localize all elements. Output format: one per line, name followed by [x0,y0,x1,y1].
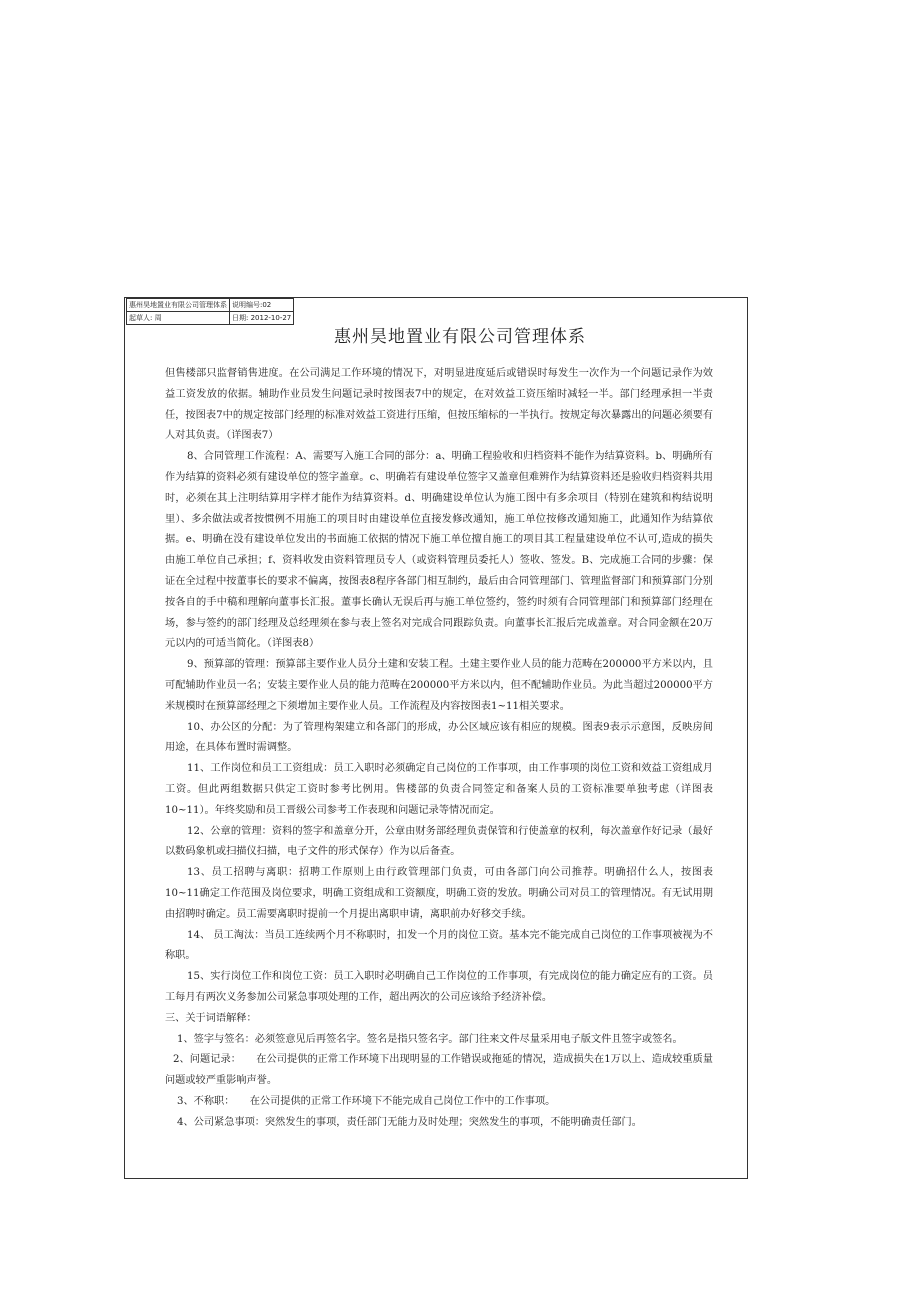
paragraph-job-positions: 11、工作岗位和员工工资组成：员工入职时必须确定自己岗位的工作事项，由工作事项的岗位工资和效益工资组成月工资。但此两组数据只供定工资时参考比例用。售楼部的负责合同签定和备案人员的工资标准要单独考虑（详图表10~11）。年终奖励和员工晋级公司参考工作表现和问题记录等情况而定。 [165,763,713,816]
header-company-system: 惠州昊地置业有限公司管理体系 [127,299,230,312]
document-header-table [126,298,294,325]
definition-emergency: 4、公司紧急事项：突然发生的事项，责任部门无能力及时处理；突然发生的事项，不能明确责任部门。 [177,1116,642,1128]
document-title: 惠州昊地置业有限公司管理体系 [334,327,586,347]
definition-incompetent: 3、不称职： 在公司提供的正常工作环境下不能完成自己岗位工作中的工作事项。 [177,1095,556,1107]
section-heading-definitions: 三、关于词语解释： [165,1012,257,1024]
paragraph-contract-management: 8、合同管理工作流程：A、需要写入施工合同的部分：a、明确工程验收和归档资料不能作为结算资料。b、明确所有作为结算的资料必须有建设单位的签字盖章。c、明确若有建设单位签字又盖章但难辨作为结算资料还是验收归档资料共用时，必须在其上注明结算用字样才能作为结算资料。d、明确建设单位认为施工图中有多余项目（特别在建筑和构结说明里）、多余做法或者按惯例不用施工的项目时由建设单位直接发修改通知，施工单位按修改通知施工，此通知作为结算依据。e、明确在没有建设单位发出的书面施工依据的情况下施工单位擅自施工的项目其工程量建设单位不认可,造成的损失由施工单位自己承担；f、资料收发由资料管理员专人（或资料管理员委托人）签收、签发。B、完成施工合同的步骤：保证在全过程中按董事长的要求不偏离，按图表8程序各部门相互制约，最后由合同管理部门、管理监督部门和预算部门分别按各自的手中稿和理解向董事长汇报。董事长确认无误后再与施工单位签约，签约时须有合同管理部门和预算部门经理在场，参与签约的部门经理及总经理须在参与表上签名对完成合同跟踪负责。向董事长汇报后完成盖章。对合同金额在20万元以内的可适当简化。（详图表8） [165,451,713,650]
definition-signature: 1、签字与签名：必须签意见后再签名字。签名是指只签名字。部门往来文件尽量采用电子版文件且签字或签名。 [177,1033,683,1045]
paragraph-budget-management: 9、预算部的管理：预算部主要作业人员分土建和安装工程。土建主要作业人员的能力范畴在200000平方米以内，且可配辅助作业员一名；安装主要作业人员的能力范畴在200000平方米以内，但不配辅助作业员。为此当超过200000平方米规模时在预算部经理之下须增加主要作业人员。工作流程及内容按图表1~11相关要求。 [165,659,713,712]
document-body [165,364,713,1133]
paragraph-seal-management: 12、公章的管理：资料的签字和盖章分开，公章由财务部经理负责保管和行使盖章的权利，每次盖章作好记录（最好以数码象机或扫描仪扫描，电子文件的形式保存）作为以后备查。 [165,825,713,858]
paragraph-recruitment: 13、员工招聘与离职：招聘工作原则上由行政管理部门负责，可由各部门向公司推荐。明确招什么人，按图表10~11确定工作范围及岗位要求，明确工资组成和工资额度，明确工资的发放。明确公司对员工的管理情况。有无试用期由招聘时确定。员工需要离职时提前一个月提出离职申请，离职前办好移交手续。 [165,867,713,920]
paragraph-position-salary: 15、实行岗位工作和岗位工资：员工入职时必明确自己工作岗位的工作事项，有完成岗位的能力确定应有的工资。员工每月有两次义务参加公司紧急事项处理的工作，超出两次的公司应该给予经济补偿。 [165,971,713,1003]
header-date: 日期: 2012-10-27 [230,312,294,325]
paragraph-sales-progress: 但售楼部只监督销售进度。在公司满足工作环境的情况下，对明显进度延后或错误时每发生一次作为一个问题记录作为效益工资发放的依据。辅助作业员发生问题记录时按图表7中的规定，在对效益工资压缩时减轻一半。部门经理承担一半责任，按图表7中的规定按部门经理的标准对效益工资进行压缩，但按压缩标的一半执行。按规定每次暴露出的问题必须要有人对其负责。（详图表7） [165,368,713,442]
definition-problem-record: 2、问题记录： 在公司提供的正常工作环境下出现明显的工作错误或拖延的情况，造成损失在1万以上、造成较重质量问题或较严重影响声誉。 [165,1054,713,1087]
header-doc-number: 说明编号:02 [230,299,294,312]
paragraph-office-allocation: 10、办公区的分配：为了管理构架建立和各部门的形成，办公区域应该有相应的规模。图表9表示示意图，反映房间用途，在具体布置时需调整。 [165,721,713,754]
paragraph-elimination: 14、 员工淘汰：当员工连续两个月不称职时，扣发一个月的岗位工资。基本完不能完成自己岗位的工作事项被视为不称职。 [165,929,713,962]
header-drafter: 起草人: 周 [127,312,230,325]
